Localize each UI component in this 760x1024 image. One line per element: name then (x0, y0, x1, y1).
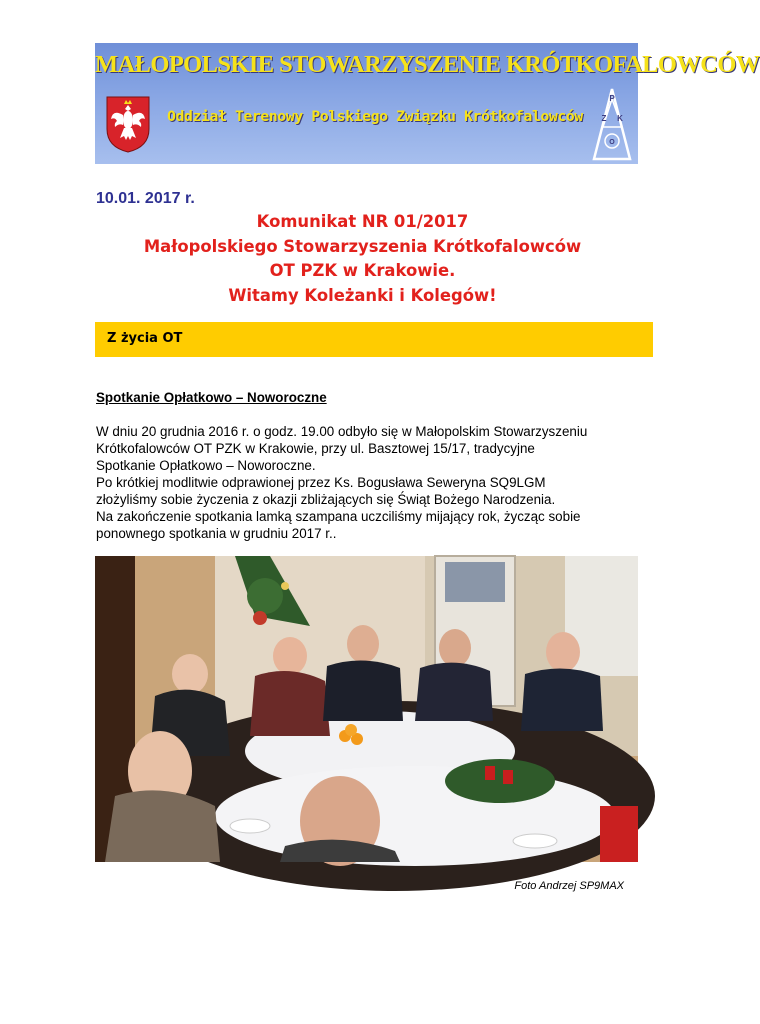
photo-illustration (95, 556, 638, 862)
headline-line-3: OT PZK w Krakowie. (269, 261, 456, 280)
banner-subtitle: Oddział Terenowy Polskiego Związku Krótkofalowców (167, 108, 583, 125)
headline-line-1: Komunikat NR 01/2017 (256, 212, 469, 231)
section-header (95, 322, 653, 357)
article-line-3: Spotkanie Opłatkowo – Noworoczne. (96, 458, 316, 473)
photo-caption: Foto Andrzej SP9MAX (514, 880, 624, 892)
meeting-photo (95, 556, 638, 862)
coat-of-arms-icon (105, 95, 151, 153)
article-line-4: Po krótkiej modlitwie odprawionej przez Ks. Bogusława Seweryna SQ9LGM (96, 475, 546, 490)
svg-text:Z: Z (601, 114, 607, 123)
article-line-2: Krótkofalowców OT PZK w Krakowie, przy ul. Basztowej 15/17, tradycyjne (96, 441, 535, 456)
document-date: 10.01. 2017 r. (96, 190, 195, 207)
article-title: Spotkanie Opłatkowo – Noworoczne (96, 390, 327, 405)
headline-line-2: Małopolskiego Stowarzyszenia Krótkofalowców (143, 237, 582, 256)
article-line-7: ponownego spotkania w grudniu 2017 r.. (96, 526, 337, 541)
pzk-logo-icon (592, 87, 632, 161)
article-line-1: W dniu 20 grudnia 2016 r. o godz. 19.00 odbyło się w Małopolskim Stowarzyszeniu (96, 424, 588, 439)
banner-title: MAŁOPOLSKIE STOWARZYSZENIE KRÓTKOFALOWCÓW (95, 51, 760, 78)
svg-text:P: P (609, 94, 615, 103)
headline-line-4: Witamy Koleżanki i Kolegów! (228, 286, 497, 305)
article-line-5: złożyliśmy sobie życzenia z okazji zbliżających się Świąt Bożego Narodzenia. (96, 492, 556, 507)
svg-text:O: O (609, 139, 615, 146)
svg-text:K: K (617, 114, 623, 123)
article-line-6: Na zakończenie spotkania lamką szampana uczciliśmy mijający rok, życząc sobie (96, 509, 581, 524)
section-label: Z życia OT (107, 331, 183, 346)
header-banner (95, 43, 760, 164)
